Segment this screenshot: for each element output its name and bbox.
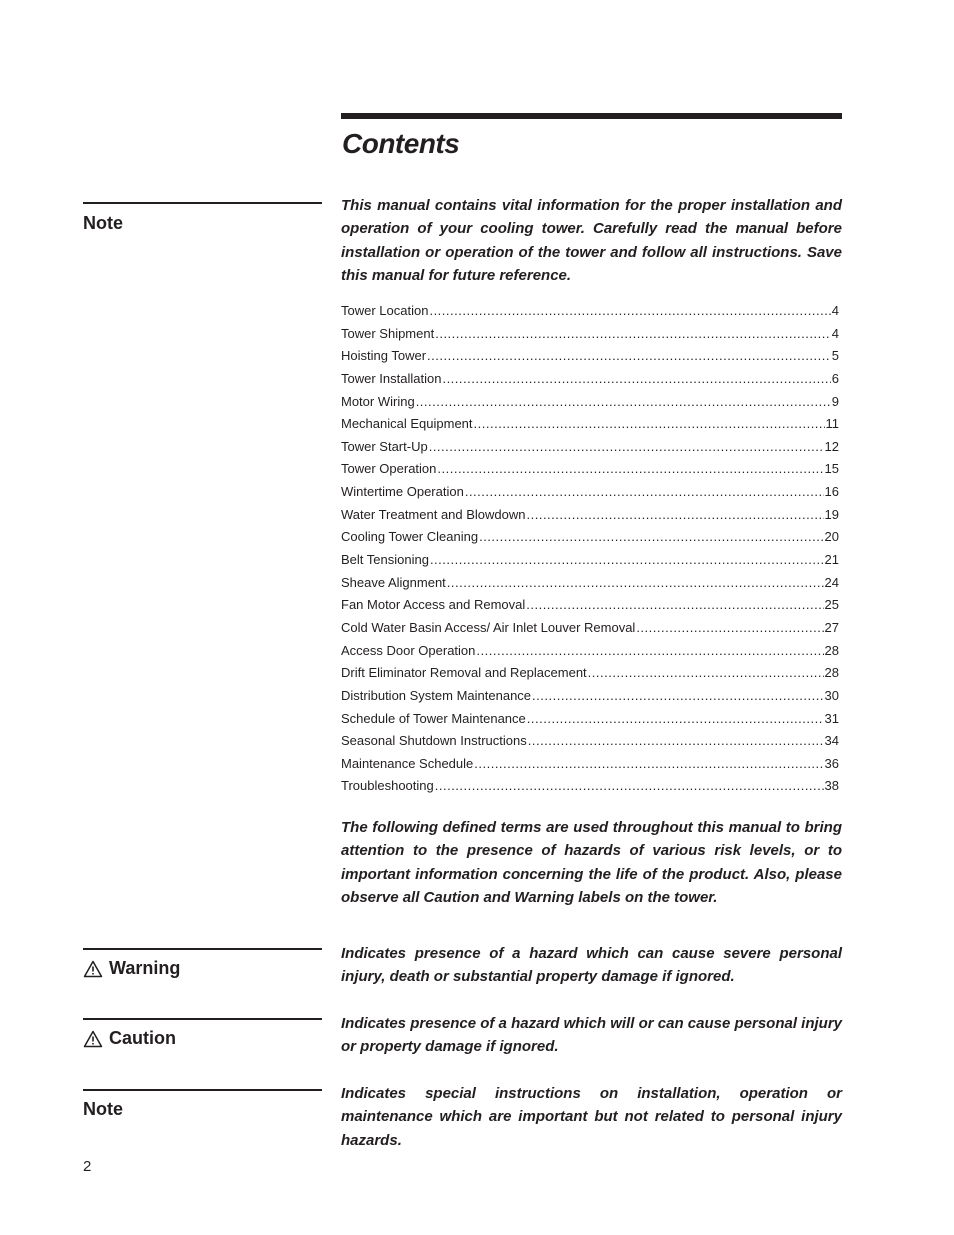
- toc-entry-page: 9: [831, 393, 839, 409]
- toc-entry-page: 28: [824, 665, 839, 681]
- toc-entry[interactable]: [341, 730, 839, 753]
- toc-entry[interactable]: [341, 368, 839, 391]
- toc-leader: [532, 685, 824, 708]
- toc-entry[interactable]: [341, 549, 839, 572]
- caution-rule: [83, 1018, 322, 1020]
- toc-leader: [427, 345, 831, 368]
- toc-leader: [435, 775, 824, 798]
- toc-entry[interactable]: [341, 617, 839, 640]
- page-title: Contents: [342, 128, 460, 159]
- toc-entry-page: 5: [831, 348, 839, 364]
- toc-entry-page: 34: [824, 733, 839, 749]
- toc-leader: [479, 526, 823, 549]
- toc-entry[interactable]: [341, 662, 839, 685]
- toc-entry-title: Sheave Alignment: [341, 574, 446, 590]
- toc-leader: [476, 640, 823, 663]
- toc-entry-title: Wintertime Operation: [341, 484, 464, 500]
- warning-label-text: Warning: [109, 958, 181, 978]
- caution-definition: Indicates presence of a hazard which will or can cause personal injury or property damage if ignored.: [341, 1015, 842, 1056]
- note-definition: Indicates special instructions on installation, operation or maintenance which are important but not related to personal injury hazards.: [341, 1085, 842, 1149]
- toc-leader: [588, 662, 824, 685]
- toc-entry-title: Schedule of Tower Maintenance: [341, 710, 526, 726]
- warning-triangle-icon: [83, 960, 103, 978]
- note-bottom-label: Note: [83, 1099, 123, 1119]
- toc-entry-title: Maintenance Schedule: [341, 755, 474, 771]
- toc-leader: [526, 594, 823, 617]
- toc-entry-title: Seasonal Shutdown Instructions: [341, 733, 527, 749]
- toc-entry[interactable]: [341, 526, 839, 549]
- toc-leader: [474, 753, 823, 776]
- toc-entry[interactable]: [341, 753, 839, 776]
- toc-entry-title: Drift Eliminator Removal and Replacement: [341, 665, 587, 681]
- toc-entry[interactable]: [341, 345, 839, 368]
- toc-entry-page: 6: [831, 370, 839, 386]
- toc-entry-page: 25: [824, 597, 839, 613]
- table-of-contents: [341, 300, 839, 798]
- toc-entry-title: Tower Installation: [341, 370, 442, 386]
- toc-entry[interactable]: [341, 504, 839, 527]
- toc-leader: [527, 504, 824, 527]
- warning-definition: Indicates presence of a hazard which can cause severe personal injury, death or substantial property damage if ignored.: [341, 945, 842, 986]
- toc-entry-title: Troubleshooting: [341, 778, 434, 794]
- toc-entry-title: Tower Operation: [341, 461, 437, 477]
- toc-entry[interactable]: [341, 685, 839, 708]
- toc-entry-title: Distribution System Maintenance: [341, 687, 532, 703]
- toc-entry[interactable]: [341, 708, 839, 731]
- toc-entry-page: 30: [824, 687, 839, 703]
- toc-leader: [437, 458, 823, 481]
- toc-entry-page: 12: [824, 438, 839, 454]
- toc-leader: [442, 368, 830, 391]
- toc-entry[interactable]: [341, 458, 839, 481]
- toc-entry[interactable]: [341, 391, 839, 414]
- toc-entry-title: Belt Tensioning: [341, 552, 429, 568]
- toc-leader: [474, 413, 825, 436]
- toc-entry-page: 11: [825, 416, 839, 432]
- toc-entry-page: 38: [824, 778, 839, 794]
- caution-label-text: Caution: [109, 1028, 176, 1048]
- toc-leader: [636, 617, 823, 640]
- warning-label: [83, 958, 180, 979]
- toc-leader: [429, 436, 824, 459]
- toc-entry[interactable]: [341, 323, 839, 346]
- warning-triangle-icon: [83, 1030, 103, 1048]
- toc-entry-page: 31: [824, 710, 839, 726]
- toc-entry[interactable]: [341, 481, 839, 504]
- toc-leader: [527, 708, 824, 731]
- note-label: Note: [83, 213, 123, 233]
- title-rule: [341, 113, 842, 119]
- toc-entry-title: Cold Water Basin Access/ Air Inlet Louver Removal: [341, 619, 636, 635]
- toc-entry[interactable]: [341, 640, 839, 663]
- toc-entry-page: 4: [831, 303, 839, 318]
- toc-leader: [447, 572, 824, 595]
- toc-leader: [430, 549, 824, 572]
- toc-entry-page: 19: [824, 506, 839, 522]
- toc-entry[interactable]: [341, 436, 839, 459]
- toc-entry-page: 20: [824, 529, 839, 545]
- toc-entry-title: Water Treatment and Blowdown: [341, 506, 526, 522]
- intro-paragraph: This manual contains vital information for the proper installation and operation of your cooling tower. Carefully read the manual before installation or operation of the tower and follow all instructions. Save this manual for future reference.: [341, 197, 842, 284]
- toc-entry-page: 15: [824, 461, 839, 477]
- toc-entry-title: Access Door Operation: [341, 642, 476, 658]
- toc-entry-title: Mechanical Equipment: [341, 416, 473, 432]
- toc-entry-page: 27: [824, 619, 839, 635]
- toc-entry-page: 36: [824, 755, 839, 771]
- toc-entry-title: Motor Wiring: [341, 393, 415, 409]
- toc-entry[interactable]: [341, 572, 839, 595]
- toc-entry-title: Tower Location: [341, 303, 429, 318]
- toc-leader: [429, 300, 830, 323]
- toc-leader: [435, 323, 831, 346]
- toc-entry-title: Tower Start-Up: [341, 438, 428, 454]
- toc-entry-page: 28: [824, 642, 839, 658]
- note-bottom-rule: [83, 1089, 322, 1091]
- caution-label: [83, 1028, 176, 1049]
- toc-leader: [528, 730, 824, 753]
- toc-entry[interactable]: [341, 413, 839, 436]
- toc-entry-title: Tower Shipment: [341, 325, 435, 341]
- toc-entry-page: 4: [831, 325, 839, 341]
- toc-entry-page: 21: [824, 552, 839, 568]
- note-rule: [83, 202, 322, 204]
- toc-entry[interactable]: [341, 594, 839, 617]
- page-number: 2: [83, 1158, 92, 1175]
- warning-rule: [83, 948, 322, 950]
- toc-entry[interactable]: [341, 300, 839, 323]
- toc-entry-title: Cooling Tower Cleaning: [341, 529, 479, 545]
- toc-entry-page: 24: [824, 574, 839, 590]
- terms-paragraph: The following defined terms are used throughout this manual to bring attention to the presence of hazards of various risk levels, or to important information concerning the life of the product. Also, please observe all Caution and Warning labels on the tower.: [341, 819, 842, 906]
- toc-entry[interactable]: [341, 775, 839, 798]
- toc-entry-title: Fan Motor Access and Removal: [341, 597, 526, 613]
- toc-entry-page: 16: [824, 484, 839, 500]
- toc-leader: [416, 391, 831, 414]
- toc-entry-title: Hoisting Tower: [341, 348, 427, 364]
- toc-leader: [465, 481, 824, 504]
